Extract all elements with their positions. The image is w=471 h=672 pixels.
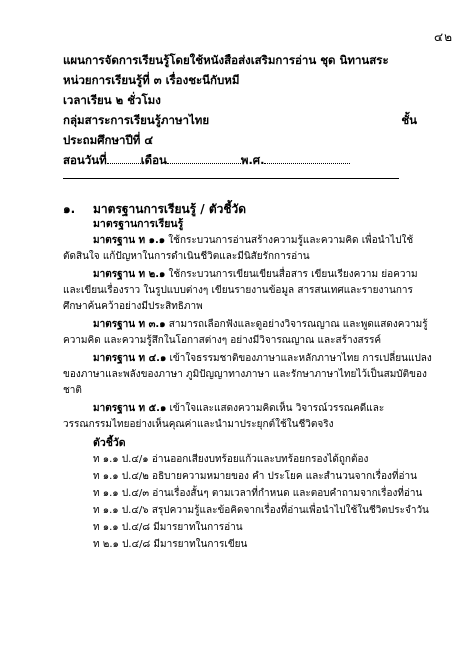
divider-line	[63, 178, 399, 179]
standards-heading: มาตรฐานการเรียนรู้	[93, 218, 184, 230]
indicator-item: ท ๑.๑ ป.๔/๖ สรุปความรู้และข้อคิดจากเรื่องที่อ่านเพื่อนำไปใช้ในชีวิตประจำวัน	[93, 505, 429, 516]
indicator-item: ท ๑.๑ ป.๔/๒ อธิบายความหมายของ คำ ประโยค และสำนวนจากเรื่องที่อ่าน	[93, 471, 417, 482]
standard-code: มาตรฐาน ท ๔.๑	[93, 353, 167, 364]
section-title: มาตรฐานการเรียนรู้ / ตัวชี้วัด	[93, 202, 247, 216]
standard-code: มาตรฐาน ท ๕.๑	[93, 403, 167, 414]
date-row	[63, 150, 433, 170]
standard-text: เข้าใจธรรมชาติของภาษาและหลักภาษาไทย การเปลี่ยนแปลงของภาษาและพลังของภาษา ภูมิปัญญาทางภาษา และรักษาภาษาไทยไว้เป็นสมบัติของชาติ	[63, 353, 432, 396]
section-number: ๑.	[63, 202, 76, 216]
standard-item	[63, 401, 433, 433]
subject-group: กลุ่มสาระการเรียนรู้ภาษาไทย	[63, 113, 210, 127]
standard-code: มาตรฐาน ท ๒.๑	[93, 269, 166, 280]
standard-item	[63, 317, 433, 349]
subject-row	[63, 110, 433, 130]
standard-code: มาตรฐาน ท ๓.๑	[93, 319, 166, 330]
indicator-item: ท ๑.๑ ป.๔/๑ อ่านออกเสียงบทร้อยแก้วและบทร้อยกรองได้ถูกต้อง	[93, 454, 369, 465]
date-day-blank	[107, 151, 141, 164]
indicator-item: ท ๒.๑ ป.๔/๘ มีมารยาทในการเขียน	[93, 539, 248, 550]
standard-item	[63, 267, 433, 315]
page-number: ๔๒	[434, 30, 453, 44]
standard-item	[63, 351, 433, 399]
class-label: ชั้น	[401, 113, 417, 127]
unit-title: หน่วยการเรียนรู้ที่ ๓ เรื่องชะนีกับหมี	[63, 73, 240, 87]
plan-title: แผนการจัดการเรียนรู้โดยใช้หนังสือส่งเสริมการอ่าน ชุด นิทานสระ	[63, 53, 389, 67]
date-month-label: เดือน	[140, 153, 167, 167]
duration: เวลาเรียน ๒ ชั่วโมง	[63, 93, 161, 107]
standard-text: สามารถเลือกฟังและดูอย่างวิจารณญาณ และพูดแสดงความรู้ ความคิด และความรู้สึกในโอกาสต่างๆ อย่างมีวิจารณญาณ และสร้างสรรค์	[63, 319, 428, 346]
indicator-item: ท ๑.๑ ป.๔/๓ อ่านเรื่องสั้นๆ ตามเวลาที่กำหนด และตอบคำถามจากเรื่องที่อ่าน	[93, 488, 423, 499]
standard-text: ใช้กระบวนการเขียนเขียนสื่อสาร เขียนเรียงความ ย่อความ และเขียนเรื่องราว ในรูปแบบต่างๆ เขียนรายงานข้อมูล สารสนเทศและรายงานการศึกษาค้นคว้าอย่างมีประสิทธิภาพ	[63, 269, 418, 312]
date-year-blank	[264, 151, 350, 164]
section-heading	[63, 201, 433, 217]
date-day-label: สอนวันที่	[63, 153, 107, 167]
lesson-plan-content	[63, 50, 433, 553]
standard-text: ใช้กระบวนการอ่านสร้างความรู้และความคิด เพื่อนำไปใช้ตัดสินใจ แก้ปัญหาในการดำเนินชีวิตและมีนิสัยรักการอ่าน	[63, 235, 414, 262]
date-year-label: พ.ศ.	[240, 153, 265, 167]
indicator-item: ท ๑.๑ ป.๔/๘ มีมารยาทในการอ่าน	[93, 522, 243, 533]
standard-text: เข้าใจและแสดงความคิดเห็น วิจารณ์วรรณคดีและวรรณกรรมไทยอย่างเห็นคุณค่าและนำมาประยุกต์ใช้ในชีวิตจริง	[63, 403, 385, 430]
standard-item	[63, 233, 433, 265]
standard-code: มาตรฐาน ท ๑.๑	[93, 235, 166, 246]
date-month-blank	[167, 151, 241, 164]
indicators-heading: ตัวชี้วัด	[93, 437, 126, 449]
grade-level: ประถมศึกษาปีที่ ๔	[63, 133, 154, 147]
